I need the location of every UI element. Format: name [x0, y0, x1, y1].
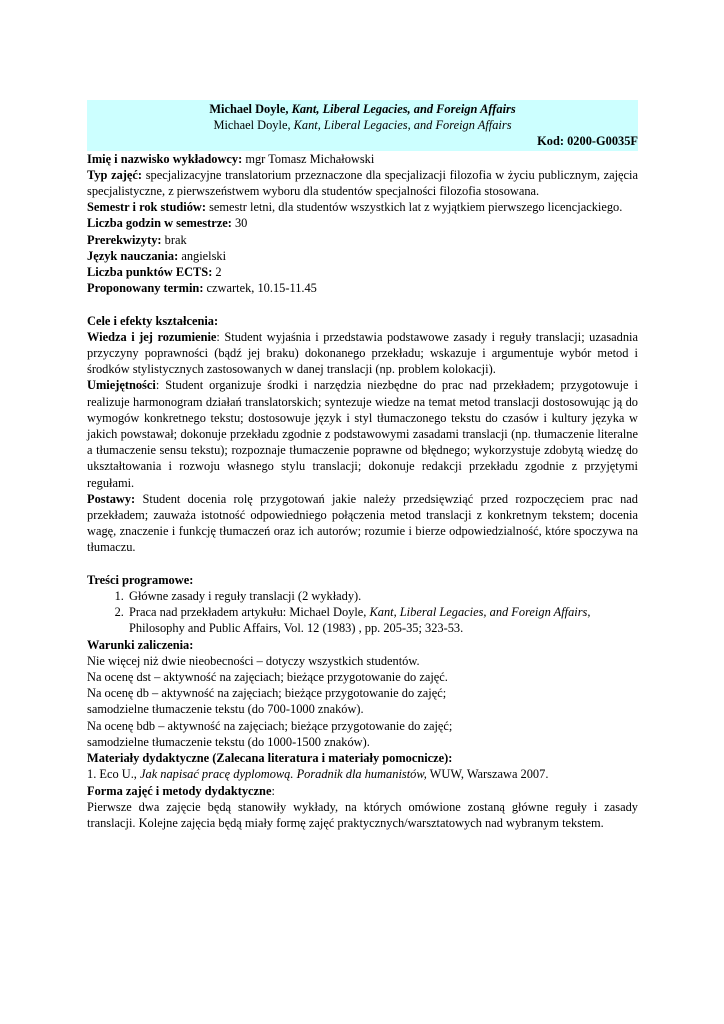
materials-heading: Materiały dydaktyczne (Zalecana literatura i materiały pomocnicze):: [87, 751, 453, 766]
program-item-text: Praca nad przekładem artykułu: Michael Doyle,: [129, 605, 370, 620]
course-subtitle-author: Michael Doyle,: [213, 118, 294, 133]
ects-value: 2: [212, 265, 222, 280]
knowledge-paragraph: [87, 329, 638, 378]
materials-item: [87, 766, 638, 782]
program-item: [127, 604, 638, 636]
program-item-article-title: Kant, Liberal Legacies, and Foreign Affairs: [369, 605, 588, 620]
language-label: Język nauczania:: [87, 248, 179, 263]
term-label: Proponowany termin:: [87, 281, 204, 296]
attitudes-value: Student docenia rolę przygotowań jakie należy przedsięwziąć przed rozpoczęciem prac nad przekładem; zauważa istotność odpowiedniego połączenia metod translacji z konkretnym tekstem; docenia wagę, znaczenie i funkcję tłumaczeń oraz ich autorów; rozumie i bierze odpowiedzialność, które spoczywa na tłumaczu.: [87, 491, 638, 555]
semester-label: Semestr i rok studiów:: [87, 200, 206, 215]
term-value: czwartek, 10.15-11.45: [203, 281, 317, 296]
hours-label: Liczba godzin w semestrze:: [87, 216, 232, 231]
credit-line: samodzielne tłumaczenie tekstu (do 1000-1500 znaków).: [87, 734, 370, 749]
lecturer-label: Imię i nazwisko wykładowcy:: [87, 151, 243, 166]
knowledge-value: : Student wyjaśnia i przedstawia podstawowe zasady i reguły translacji; uzasadnia przyczyny poprawności (bądź jej braku) dokonanego przekładu; wskazuje i argumentuje wybór metod i środków stylistycznych zastosowanych w danej translacji (np. problem kolokacji).: [87, 329, 639, 377]
skills-label: Umiejętności: [87, 378, 156, 393]
credit-heading: Warunki zaliczenia:: [87, 637, 194, 652]
credit-line: Nie więcej niż dwie nieobecności – dotyczy wszystkich studentów.: [87, 653, 420, 668]
course-header: [87, 100, 638, 151]
ects-label: Liczba punktów ECTS:: [87, 265, 213, 280]
credit-line: samodzielne tłumaczenie tekstu (do 700-1000 znaków).: [87, 702, 364, 717]
goals-heading: Cele i efekty kształcenia:: [87, 313, 219, 328]
prereq-value: brak: [161, 232, 187, 247]
form-heading-line: [87, 783, 638, 799]
materials-item-title: Jak napisać pracę dyplomową. Poradnik dla humanistów,: [140, 767, 427, 782]
hours-line: [87, 215, 638, 231]
attitudes-paragraph: [87, 491, 638, 556]
credit-line: Na ocenę bdb – aktywność na zajęciach; bieżące przygotowanie do zajęć;: [87, 718, 453, 733]
ects-line: [87, 264, 638, 280]
semester-value: semestr letni, dla studentów wszystkich lat z wyjątkiem pierwszego licencjackiego.: [205, 200, 623, 215]
lecturer-value: mgr Tomasz Michałowski: [242, 151, 375, 166]
course-title: [87, 101, 638, 117]
program-list: [87, 588, 638, 637]
spacer: [87, 296, 638, 312]
term-line: [87, 280, 638, 296]
course-subtitle-work: Kant, Liberal Legacies, and Foreign Affairs: [293, 118, 512, 133]
course-title-work: Kant, Liberal Legacies, and Foreign Affairs: [291, 102, 516, 116]
document-page: [87, 100, 638, 831]
semester-line: [87, 199, 638, 215]
prereq-line: [87, 232, 638, 248]
skills-paragraph: [87, 377, 638, 490]
lecturer-line: [87, 151, 638, 167]
language-value: angielski: [178, 248, 227, 263]
program-item-citation: , Philosophy and Public Affairs, Vol. 12 (1983) , pp. 205-35; 323-53.: [129, 605, 591, 636]
program-item-text: Główne zasady i reguły translacji (2 wykłady).: [129, 589, 362, 604]
course-code: Kod: 0200-G0035F: [537, 134, 638, 149]
type-label: Typ zajęć:: [87, 167, 143, 182]
language-line: [87, 248, 638, 264]
skills-value: : Student organizuje środki i narzędzia niezbędne do prac nad przekładem; przygotowuje i realizuje harmonogram działań translatorskich; syntezuje wiedze na temat metod translacji dostosowując ją do wymogów konkretnego tekstu; dostosowuje język i styl tłumaczonego tekstu do czasów i kultury języka w jakich powstawał; dokonuje przekładu zgodnie z podstawowymi zasadami translacji (np. tłumaczenie literalne a tłumaczenie sensu tekstu); rozpoznaje tłumaczenie poprawne od błędnego; wykorzystuje zdobytą wiedzę do ukształtowania i rozwoju własnego stylu translacji; dokonuje redakcji przekładu zgodnie z przyjętymi regułami.: [87, 378, 638, 490]
type-line: [87, 167, 638, 199]
materials-item-author: 1. Eco U.,: [87, 767, 140, 782]
credit-line: Na ocenę dst – aktywność na zajęciach; bieżące przygotowanie do zajęć.: [87, 670, 448, 685]
knowledge-label: Wiedza i jej rozumienie: [87, 329, 217, 344]
credit-line: Na ocenę db – aktywność na zajęciach; bieżące przygotowanie do zajęć;: [87, 686, 447, 701]
spacer: [87, 556, 638, 572]
form-heading-colon: :: [271, 783, 275, 798]
program-item: [127, 588, 638, 604]
materials-item-publisher: WUW, Warszawa 2007.: [426, 767, 549, 782]
attitudes-label: Postawy:: [87, 491, 136, 506]
course-title-author: Michael Doyle,: [209, 102, 292, 116]
hours-value: 30: [231, 216, 248, 231]
form-paragraph: Pierwsze dwa zajęcie będą stanowiły wykłady, na których omówione zostaną główne reguły i zasady translacji. Kolejne zajęcia będą miały formę zajęć praktycznych/warsztatowych nad wybranym tekstem.: [87, 799, 638, 830]
course-subtitle: [87, 117, 638, 133]
form-heading: Forma zajęć i metody dydaktyczne: [87, 783, 272, 798]
program-heading: Treści programowe:: [87, 572, 194, 587]
prereq-label: Prerekwizyty:: [87, 232, 162, 247]
type-value: specjalizacyjne translatorium przeznaczone dla specjalizacji filozofia w życiu publicznym, zajęcia specjalistyczne, z pierwszeństwem wyboru dla studentów specjalności filozofia stosowana.: [87, 167, 639, 199]
